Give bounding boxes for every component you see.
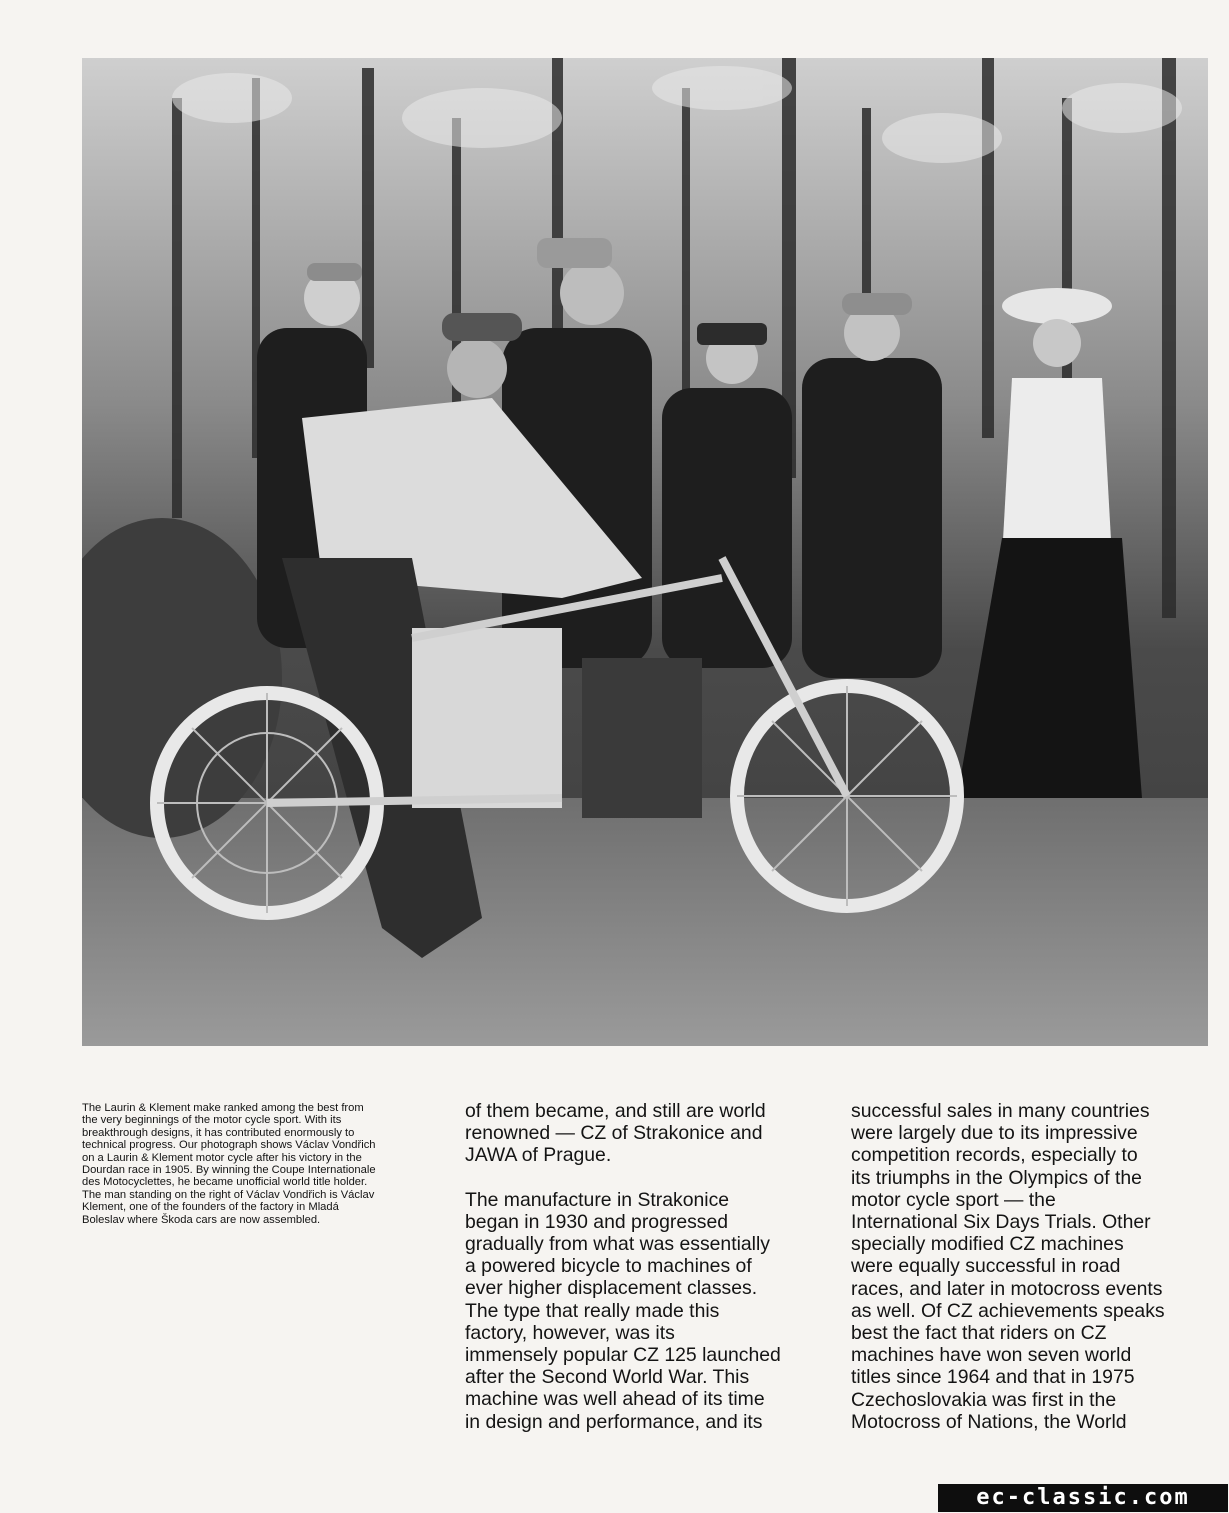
text-line: of them became, and still are world xyxy=(465,1100,766,1122)
text-line: successful sales in many countries xyxy=(851,1100,1150,1122)
paragraph xyxy=(465,1100,837,1167)
text-line: immensely popular CZ 125 launched xyxy=(465,1344,781,1367)
text-line: motor cycle sport — the xyxy=(851,1188,1056,1211)
caption-line: Klement, one of the founders of the factory in Mladá xyxy=(82,1201,339,1214)
text-line: Czechoslovakia was first in the xyxy=(851,1388,1117,1411)
text-line: as well. Of CZ achievements speaks xyxy=(851,1299,1165,1322)
text-line: competition records, especially to xyxy=(851,1144,1138,1167)
body-column-2 xyxy=(465,1100,837,1455)
text-line: The manufacture in Strakonice xyxy=(465,1188,730,1211)
historic-motorcycle-photo xyxy=(82,58,1208,1046)
caption-line: The man standing on the right of Václav Vondřich is Václav xyxy=(82,1188,375,1201)
caption-line: the very beginnings of the motor cycle sport. With its xyxy=(82,1114,342,1127)
caption-line: on a Laurin & Klement motor cycle after his victory in the xyxy=(82,1151,362,1164)
text-line: JAWA of Prague. xyxy=(465,1144,612,1167)
text-line: International Six Days Trials. Other xyxy=(851,1211,1151,1234)
caption-line: Dourdan race in 1905. By winning the Coupe Internationale xyxy=(82,1164,376,1177)
text-line: The type that really made this xyxy=(465,1299,720,1322)
text-line: began in 1930 and progressed xyxy=(465,1210,729,1233)
site-watermark: ec-classic.com xyxy=(938,1484,1228,1512)
text-line: machine was well ahead of its time xyxy=(465,1388,765,1411)
text-line: renowned — CZ of Strakonice and xyxy=(465,1122,763,1145)
text-line: factory, however, was its xyxy=(465,1321,675,1344)
text-line: ever higher displacement classes. xyxy=(465,1277,758,1300)
text-line: gradually from what was essentially xyxy=(465,1233,770,1256)
text-line: titles since 1964 and that in 1975 xyxy=(851,1366,1135,1389)
text-line: specially modified CZ machines xyxy=(851,1233,1124,1256)
text-line: races, and later in motocross events xyxy=(851,1277,1163,1300)
caption-line: breakthrough designs, it has contributed enormously to xyxy=(82,1126,355,1139)
text-line: were equally successful in road xyxy=(851,1255,1121,1278)
caption-line: technical progress. Our photograph shows Václav Vondřich xyxy=(82,1139,376,1152)
text-line: Motocross of Nations, the World xyxy=(851,1410,1127,1433)
text-line: after the Second World War. This xyxy=(465,1366,750,1389)
text-line: its triumphs in the Olympics of the xyxy=(851,1166,1142,1189)
text-line: a powered bicycle to machines of xyxy=(465,1255,752,1278)
photo-illustration xyxy=(82,58,1208,1046)
photo-caption xyxy=(82,1102,434,1226)
text-line: in design and performance, and its xyxy=(465,1410,763,1433)
caption-line: Boleslav where Škoda cars are now assembled. xyxy=(82,1213,321,1226)
paragraph xyxy=(465,1189,837,1433)
text-line: were largely due to its impressive xyxy=(851,1122,1138,1145)
paragraph xyxy=(851,1100,1211,1433)
text-line: best the fact that riders on CZ xyxy=(851,1322,1107,1345)
text-line: machines have won seven world xyxy=(851,1344,1132,1367)
body-column-3 xyxy=(851,1100,1211,1455)
caption-line: The Laurin & Klement make ranked among the best from xyxy=(82,1102,364,1114)
caption-line: des Motocyclettes, he became unofficial world title holder. xyxy=(82,1176,368,1189)
